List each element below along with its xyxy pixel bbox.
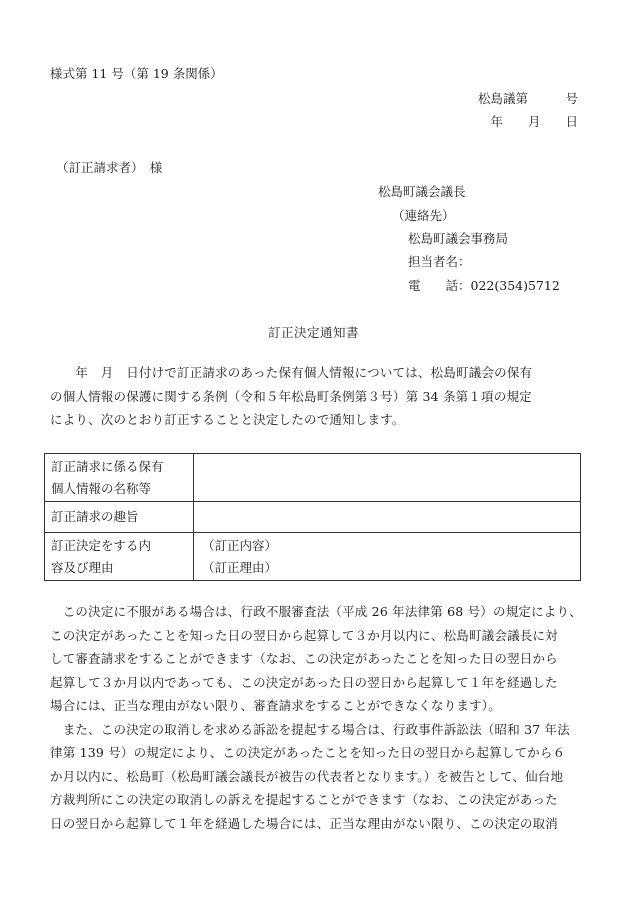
notice-line: して審査請求をすることができます（なお、この決定があったことを知った日の翌日から	[50, 651, 558, 666]
notice-line: 律第 139 号）の規定により、この決定があったことを知った日の翌日から起算してから６	[50, 745, 566, 760]
intro-line: 年 月 日付けで訂正請求のあった保有個人情報については、松島町議会の保有	[50, 365, 533, 380]
row-value	[194, 533, 581, 581]
contact-phone: 電 話：022(354)5712	[408, 278, 560, 293]
document-heading: 訂正決定通知書	[268, 325, 360, 340]
row-value	[194, 502, 581, 533]
value-line: （訂正内容）	[202, 537, 278, 553]
decision-table	[44, 453, 581, 581]
row-label	[45, 454, 194, 502]
notice-line: 方裁判所にこの決定の取消しの訴えを提起することができます（なお、この決定があった	[50, 792, 558, 807]
intro-paragraph	[50, 361, 580, 432]
label-line: 個人情報の名称等	[51, 480, 152, 496]
notice-line: この決定に不服がある場合は、行政不服審査法（平成 26 年法律第 68 号）の規定により、	[50, 604, 582, 619]
document-number: 松島議第 号	[477, 91, 578, 106]
form-number: 様式第 11 号（第 19 条関係）	[50, 66, 223, 81]
notice-line: か月以内に、松島町（松島町議会議長が被告の代表者となります。）を被告として、仙台地	[50, 768, 564, 784]
table-row	[45, 454, 581, 502]
notice-line: 場合には、正当な理由がない限り、審査請求をすることができなくなります）。	[50, 698, 501, 713]
notice-line: また、この決定の取消しを求める訴訟を提起する場合は、行政事件訴訟法（昭和 37 年法	[50, 721, 570, 737]
label-line: 訂正決定をする内	[51, 537, 152, 553]
intro-line: の個人情報の保護に関する条例（令和５年松島町条例第３号）第 34 条第１項の規定	[50, 388, 532, 404]
notice-line: この決定があったことを知った日の翌日から起算して３か月以内に、松島町議会議長に対	[50, 627, 558, 643]
sender-title: 松島町議会議長	[378, 184, 466, 199]
row-label	[45, 533, 194, 581]
value-line: （訂正理由）	[202, 559, 278, 575]
row-value	[194, 454, 581, 502]
addressee: （訂正請求者） 様	[56, 160, 163, 175]
label-line: 容及び理由	[51, 559, 114, 575]
contact-office: 松島町議会事務局	[408, 231, 509, 246]
intro-line: により、次のとおり訂正することと決定したので通知します。	[50, 412, 405, 427]
label-line: 訂正請求に係る保有	[51, 458, 164, 474]
contact-label: （連絡先）	[392, 208, 455, 223]
contact-person: 担当者名：	[408, 254, 471, 269]
notice-paragraph	[50, 600, 580, 835]
table-row	[45, 502, 581, 533]
notice-line: 起算して３か月以内であっても、この決定があった日の翌日から起算して１年を経過した	[50, 674, 558, 690]
notice-line: 日の翌日から起算して１年を経過した場合には、正当な理由がない限り、この決定の取消	[50, 815, 559, 831]
row-label: 訂正請求の趣旨	[45, 502, 194, 533]
table-row	[45, 533, 581, 581]
issue-date: 年 月 日	[490, 114, 578, 129]
